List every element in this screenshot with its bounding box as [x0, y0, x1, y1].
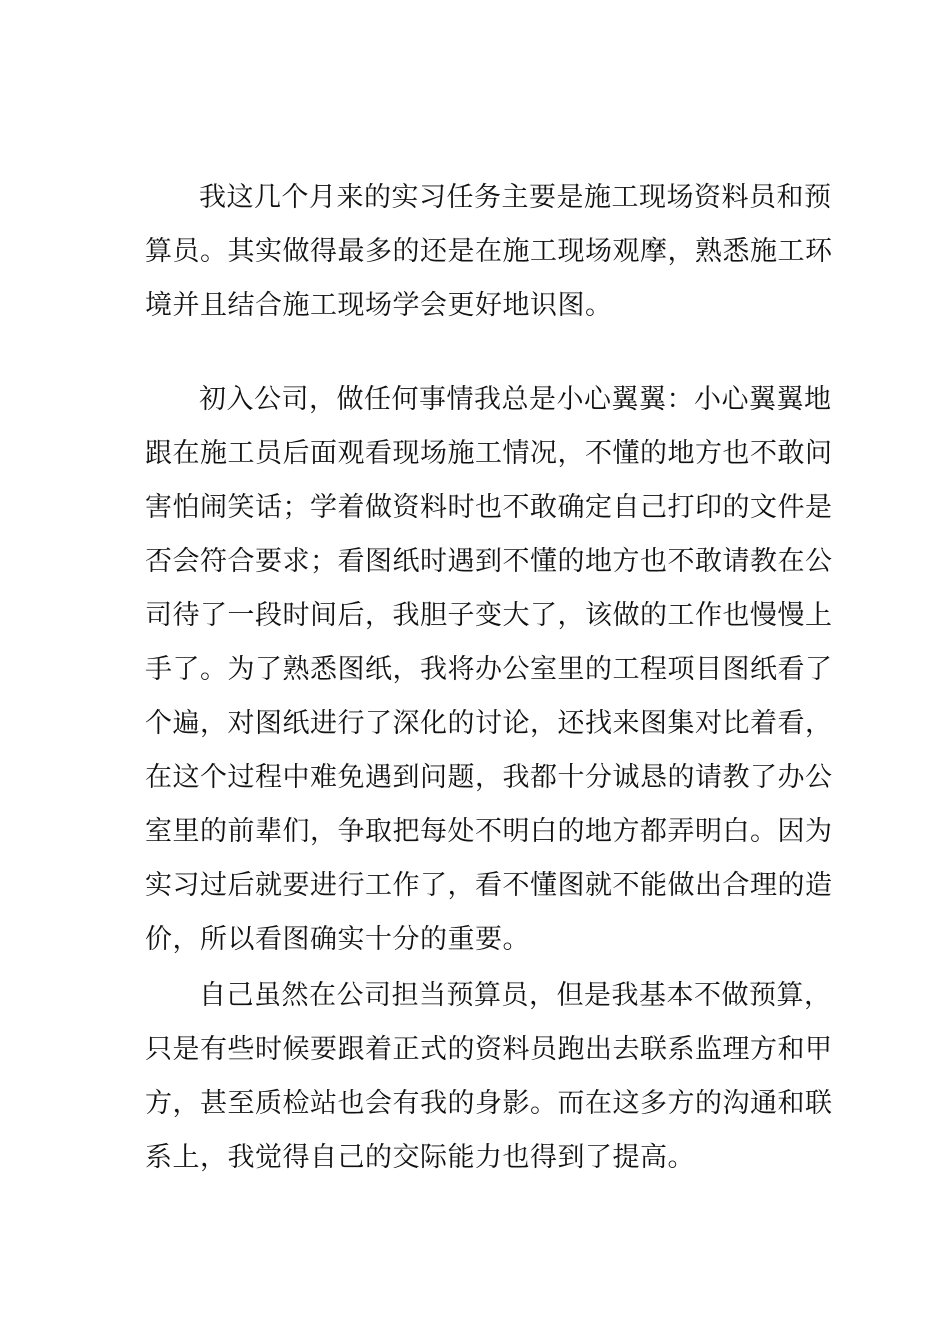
text-line: 害怕闹笑话；学着做资料时也不敢确定自己打印的文件是 — [145, 492, 833, 523]
text-line: 初入公司，做任何事情我总是小心翼翼：小心翼翼地 — [199, 384, 832, 415]
text-line: 否会符合要求；看图纸时遇到不懂的地方也不敢请教在公 — [145, 546, 833, 577]
text-line: 我这几个月来的实习任务主要是施工现场资料员和预 — [199, 182, 832, 213]
text-line: 方，甚至质检站也会有我的身影。而在这多方的沟通和联 — [145, 1088, 833, 1119]
text-line: 个遍，对图纸进行了深化的讨论，还找来图集对比着看， — [145, 708, 833, 739]
text-line: 算员。其实做得最多的还是在施工现场观摩，熟悉施工环 — [145, 236, 833, 267]
text-line: 跟在施工员后面观看现场施工情况，不懂的地方也不敢问 — [145, 438, 833, 469]
paragraph-internship-tasks — [145, 171, 833, 333]
text-line: 在这个过程中难免遇到问题，我都十分诚恳的请教了办公 — [145, 762, 833, 793]
text-line: 只是有些时候要跟着正式的资料员跑出去联系监理方和甲 — [145, 1034, 833, 1065]
text-line: 司待了一段时间后，我胆子变大了，该做的工作也慢慢上 — [145, 600, 833, 631]
text-line: 室里的前辈们，争取把每处不明白的地方都弄明白。因为 — [145, 816, 833, 847]
text-line: 境并且结合施工现场学会更好地识图。 — [145, 290, 613, 321]
paragraph-budget-role — [145, 969, 833, 1185]
text-line: 实习过后就要进行工作了，看不懂图就不能做出合理的造 — [145, 870, 833, 901]
text-line: 系上，我觉得自己的交际能力也得到了提高。 — [145, 1142, 695, 1173]
paragraph-first-days — [145, 373, 833, 967]
text-line: 手了。为了熟悉图纸，我将办公室里的工程项目图纸看了 — [145, 654, 833, 685]
text-line: 价，所以看图确实十分的重要。 — [145, 924, 530, 955]
text-line: 自己虽然在公司担当预算员，但是我基本不做预算， — [199, 980, 832, 1011]
